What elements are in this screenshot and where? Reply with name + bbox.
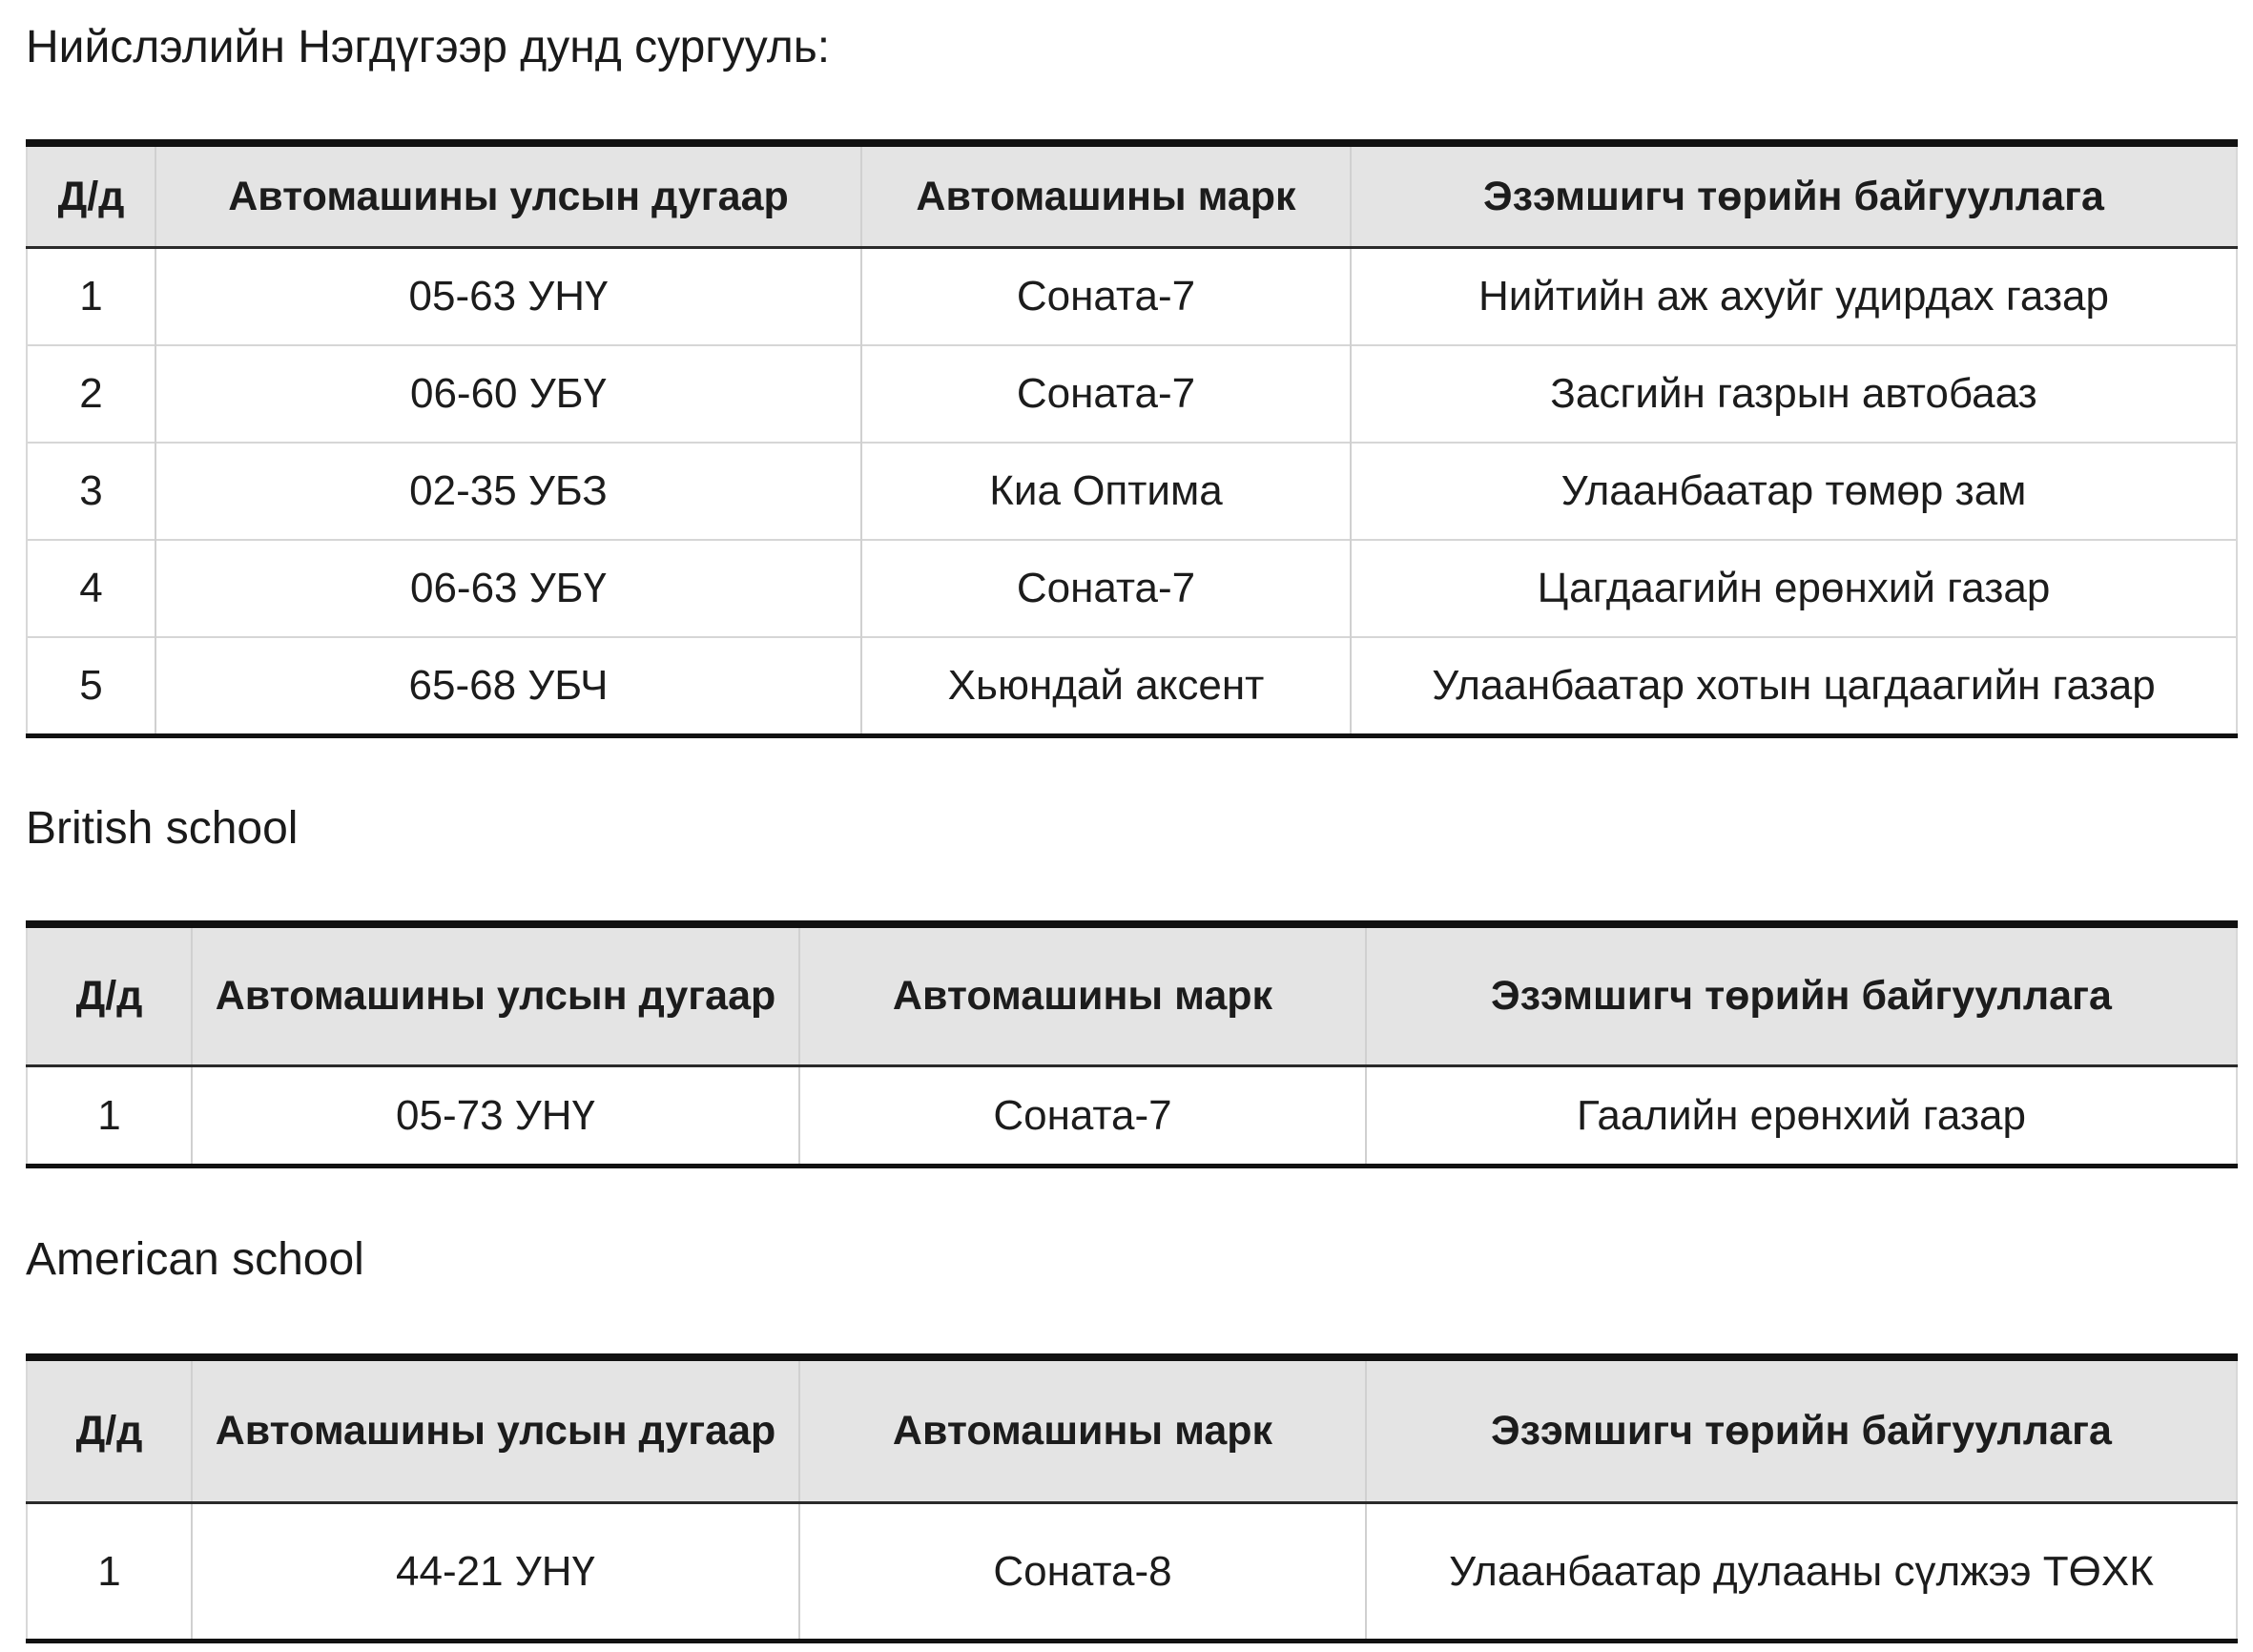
table-row (27, 637, 2237, 736)
cell-plate: 06-63 УБҮ (155, 540, 861, 637)
cell-number: 3 (27, 443, 155, 540)
cell-owner: Засгийн газрын автобааз (1351, 345, 2237, 443)
column-header-brand: Автомашины марк (799, 1357, 1366, 1503)
cell-owner: Нийтийн аж ахуйг удирдах газар (1351, 248, 2237, 346)
vehicle-table-british-school (26, 920, 2238, 1168)
column-header-number: Д/д (27, 924, 192, 1066)
cell-brand: Соната-7 (861, 540, 1351, 637)
section-title-british-school: British school (26, 803, 299, 854)
column-header-plate: Автомашины улсын дугаар (192, 1357, 799, 1503)
column-header-brand: Автомашины марк (861, 143, 1351, 248)
column-header-plate: Автомашины улсын дугаар (155, 143, 861, 248)
column-header-owner: Эзэмшигч төрийн байгууллага (1366, 1357, 2237, 1503)
column-header-owner: Эзэмшигч төрийн байгууллага (1366, 924, 2237, 1066)
table-row (27, 1503, 2237, 1642)
table-row (27, 540, 2237, 637)
cell-brand: Киа Оптима (861, 443, 1351, 540)
column-header-number: Д/д (27, 143, 155, 248)
vehicle-table-school-1 (26, 139, 2238, 738)
cell-plate: 06-60 УБҮ (155, 345, 861, 443)
column-header-owner: Эзэмшигч төрийн байгууллага (1351, 143, 2237, 248)
table-row (27, 443, 2237, 540)
cell-plate: 02-35 УБЗ (155, 443, 861, 540)
cell-plate: 44-21 УНҮ (192, 1503, 799, 1642)
cell-brand: Хьюндай аксент (861, 637, 1351, 736)
table-header-row (27, 143, 2237, 248)
section-title-american-school: American school (26, 1234, 364, 1285)
table-row (27, 1066, 2237, 1167)
cell-owner: Улаанбаатар төмөр зам (1351, 443, 2237, 540)
cell-owner: Улаанбаатар дулааны сүлжээ ТӨХК (1366, 1503, 2237, 1642)
section-title-school-1: Нийслэлийн Нэгдүгээр дунд сургууль: (26, 22, 831, 72)
column-header-brand: Автомашины марк (799, 924, 1366, 1066)
cell-number: 5 (27, 637, 155, 736)
cell-plate: 05-73 УНҮ (192, 1066, 799, 1167)
cell-number: 1 (27, 248, 155, 346)
cell-owner: Улаанбаатар хотын цагдаагийн газар (1351, 637, 2237, 736)
cell-brand: Соната-7 (861, 345, 1351, 443)
table-row (27, 345, 2237, 443)
vehicle-table-american-school (26, 1353, 2238, 1643)
cell-number: 4 (27, 540, 155, 637)
cell-number: 1 (27, 1066, 192, 1167)
cell-brand: Соната-7 (861, 248, 1351, 346)
cell-plate: 05-63 УНҮ (155, 248, 861, 346)
cell-brand: Соната-7 (799, 1066, 1366, 1167)
column-header-number: Д/д (27, 1357, 192, 1503)
cell-owner: Цагдаагийн ерөнхий газар (1351, 540, 2237, 637)
table-header-row (27, 924, 2237, 1066)
table-header-row (27, 1357, 2237, 1503)
cell-number: 2 (27, 345, 155, 443)
column-header-plate: Автомашины улсын дугаар (192, 924, 799, 1066)
cell-plate: 65-68 УБЧ (155, 637, 861, 736)
cell-owner: Гаалийн ерөнхий газар (1366, 1066, 2237, 1167)
table-row (27, 248, 2237, 346)
cell-number: 1 (27, 1503, 192, 1642)
cell-brand: Соната-8 (799, 1503, 1366, 1642)
